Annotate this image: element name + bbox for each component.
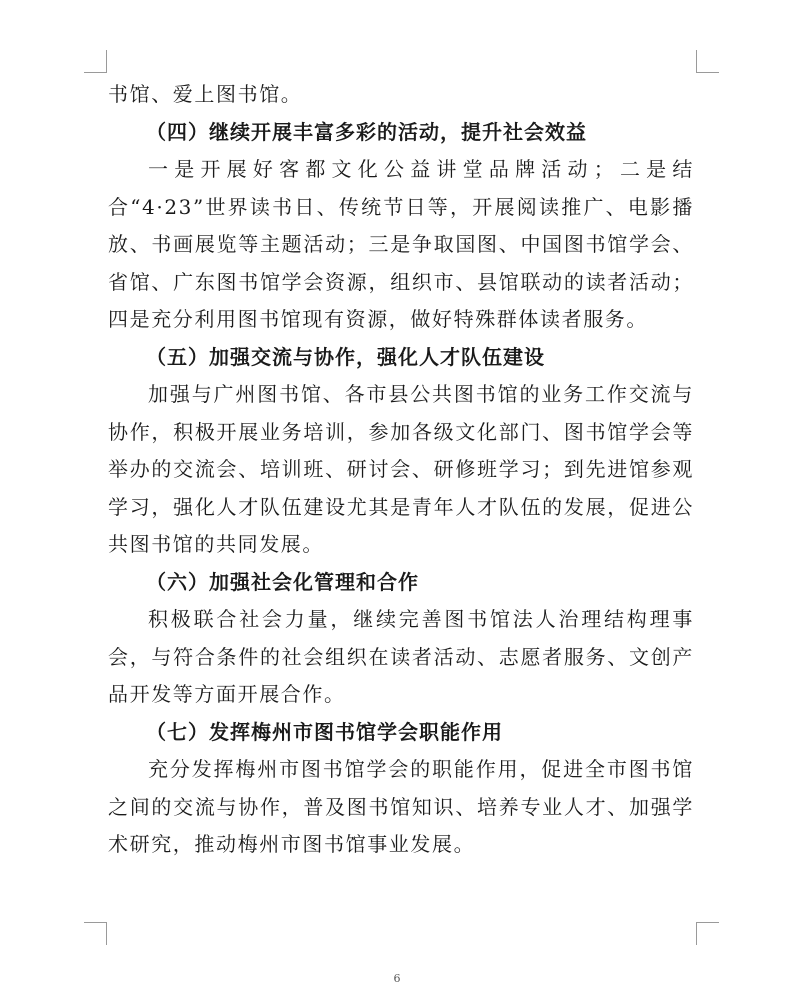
section-body-6: 积极联合社会力量，继续完善图书馆法人治理结构理事会，与符合条件的社会组织在读者活动、志愿者服务、文创产品开发等方面开展合作。 [108, 607, 694, 706]
section-heading-6: （六）加强社会化管理和合作 [146, 569, 419, 594]
page-body [108, 76, 694, 864]
section-heading-7: （七）发挥梅州市图书馆学会职能作用 [146, 719, 503, 744]
intro-line: 书馆、爱上图书馆。 [108, 82, 303, 106]
section-heading-4: （四）继续开展丰富多彩的活动，提升社会效益 [146, 119, 587, 144]
crop-mark-top-left [84, 50, 107, 73]
section-body-7: 充分发挥梅州市图书馆学会的职能作用，促进全市图书馆之间的交流与协作，普及图书馆知识、培养专业人才、加强学术研究，推动梅州市图书馆事业发展。 [108, 757, 694, 856]
crop-mark-bottom-right [696, 922, 719, 945]
section-body-4: 一是开展好客都文化公益讲堂品牌活动；二是结合“4·23”世界读书日、传统节日等，开展阅读推广、电影播放、书画展览等主题活动；三是争取国图、中国图书馆学会、省馆、广东图书馆学会资源，组织市、县馆联动的读者活动；四是充分利用图书馆现有资源，做好特殊群体读者服务。 [108, 157, 694, 331]
crop-mark-top-right [696, 50, 719, 73]
page-number: 6 [393, 972, 401, 985]
section-heading-5: （五）加强交流与协作，强化人才队伍建设 [146, 344, 545, 369]
section-body-5: 加强与广州图书馆、各市县公共图书馆的业务工作交流与协作，积极开展业务培训，参加各级文化部门、图书馆学会等举办的交流会、培训班、研讨会、研修班学习；到先进馆参观学习，强化人才队伍建设尤其是青年人才队伍的发展，促进公共图书馆的共同发展。 [108, 382, 694, 556]
crop-mark-bottom-left [84, 922, 107, 945]
